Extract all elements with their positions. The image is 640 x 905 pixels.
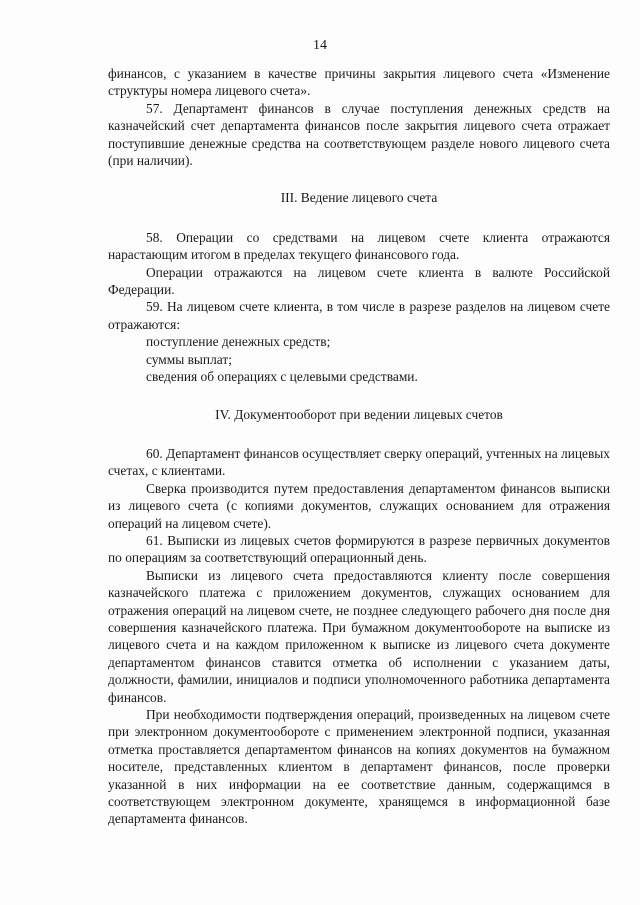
paragraph-57: 57. Департамент финансов в случае поступления денежных средств на казначейский счет департамента финансов после закрытия лицевого счета отражает поступившие денежные средства на соответствующем разделе нового лицевого счета (при наличии). (108, 100, 610, 169)
paragraph-59: 59. На лицевом счете клиента, в том числе в разрезе разделов на лицевом счете отражаются: (108, 299, 610, 332)
list-item: сведения об операциях с целевыми средствами. (146, 369, 418, 385)
paragraph-61-electronic: При необходимости подтверждения операций, произведенных на лицевом счете при электронном документообороте с применением электронной подписи, указанная отметка проставляется департаментом финансов на копиях документов на бумажном носителе, представленных клиентом в департамент финансов, после проверки указанной в них информации на ее соответствие данным, содержащимся в соответствующем электронном документе, хранящемся в информационной базе департамента финансов. (108, 707, 610, 827)
paragraph-60-reconciliation: Сверка производится путем предоставления департаментом финансов выписки из лицевого счета (с копиями документов, служащих основанием для отражения операций на лицевом счете). (108, 480, 610, 531)
list-item: поступление денежных средств; (146, 334, 331, 350)
paragraph-61-statements: Выписки из лицевого счета предоставляются клиенту после совершения казначейского платежа с приложением документов, служащих основанием для отражения операций на лицевом счете, не позднее следующего рабочего дня после дня совершения казначейского платежа. При бумажном документообороте на выписке из лицевого счета и на каждом приложенном к выписке из лицевого счета документе департаментом финансов ставится отметка об исполнении с указанием даты, должности, фамилии, инициалов и подписи уполномоченного работника департамента финансов. (108, 567, 610, 705)
paragraph-continuation: финансов, с указанием в качестве причины закрытия лицевого счета «Изменение структуры номера лицевого счета». (108, 66, 610, 99)
list-item: суммы выплат; (146, 351, 232, 367)
section-heading-iv: IV. Документооборот при ведении лицевых счетов (215, 406, 503, 422)
page-number: 14 (313, 38, 327, 53)
document-body (108, 65, 610, 828)
section-heading-iii: III. Ведение лицевого счета (280, 190, 438, 206)
paragraph-61: 61. Выписки из лицевых счетов формируются в разрезе первичных документов по операциям за соответствующий операционный день. (108, 532, 610, 566)
paragraph-60: 60. Департамент финансов осуществляет сверку операций, учтенных на лицевых счетах, с клиентами. (108, 445, 610, 479)
paragraph-58-currency: Операции отражаются на лицевом счете клиента в валюте Российской Федерации. (108, 264, 610, 298)
paragraph-58: 58. Операции со средствами на лицевом счете клиента отражаются нарастающим итогом в пределах текущего финансового года. (108, 229, 610, 263)
